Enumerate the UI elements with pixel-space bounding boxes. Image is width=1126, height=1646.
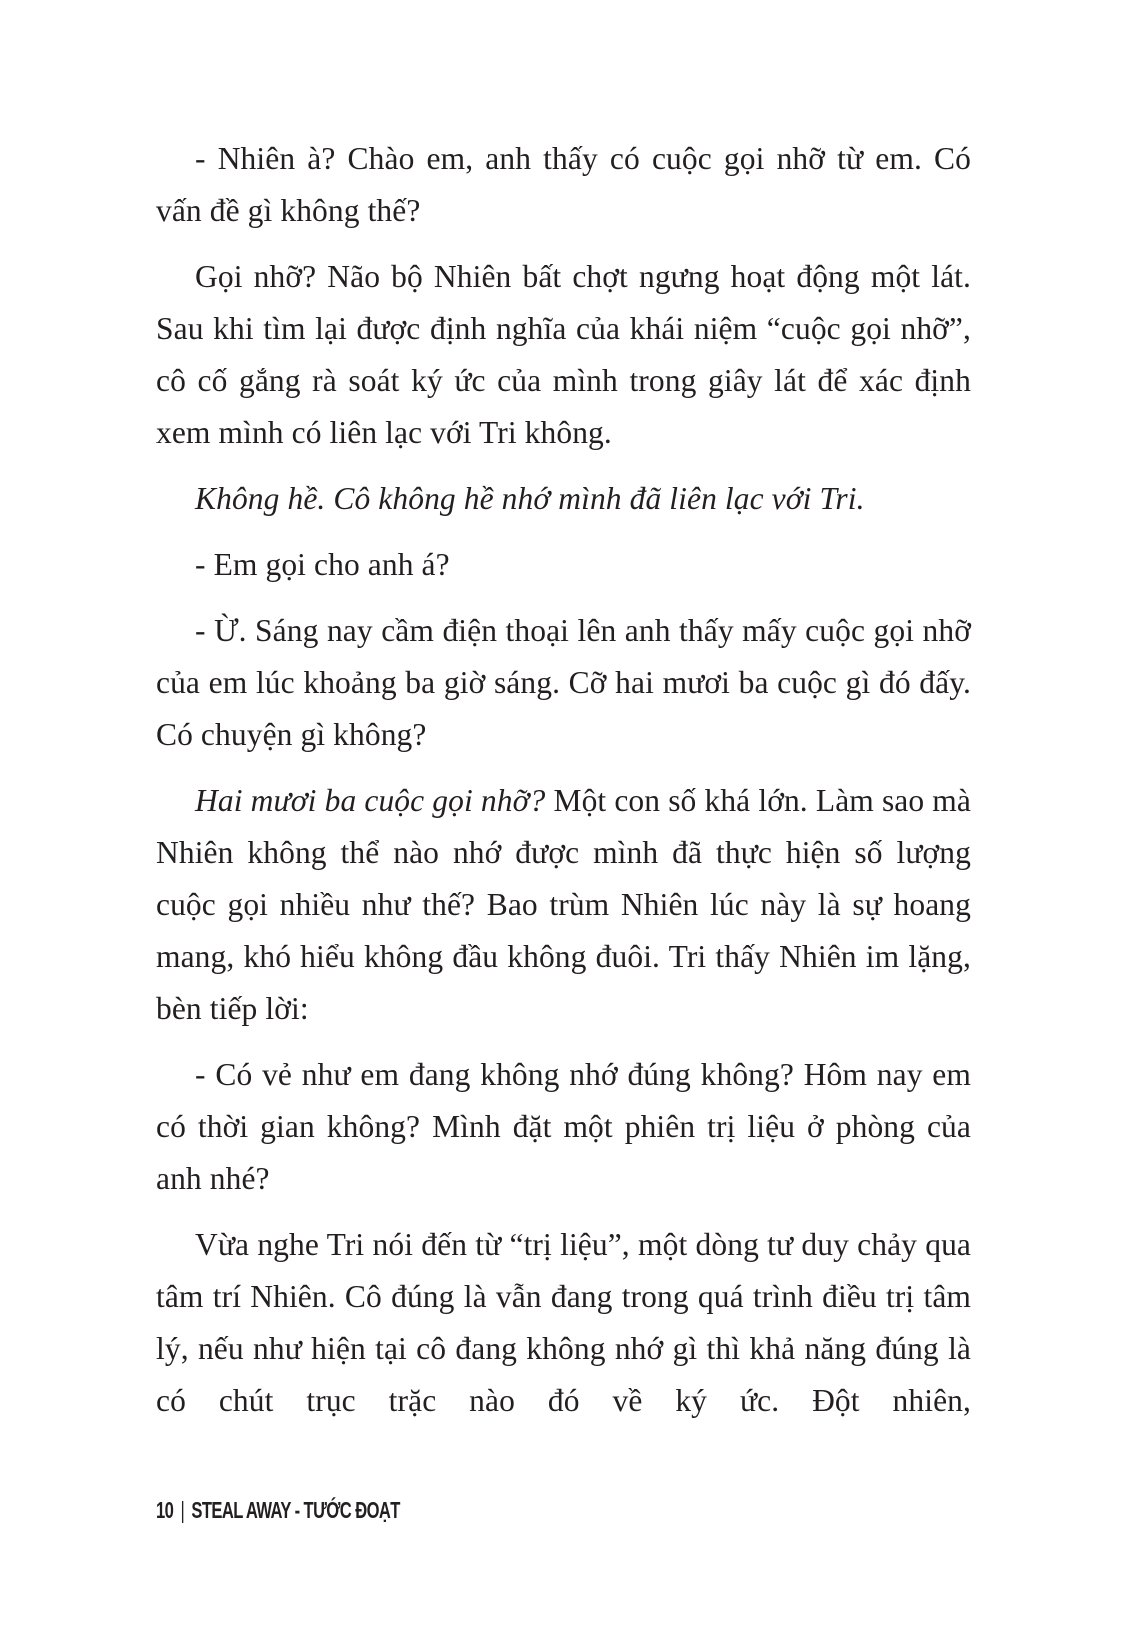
paragraph-3: Không hề. Cô không hề nhớ mình đã liên lạc với Tri. — [195, 481, 865, 516]
paragraph-1: - Nhiên à? Chào em, anh thấy có cuộc gọi nhỡ từ em. Có vấn đề gì không thế? — [156, 141, 971, 228]
paragraph-7: - Có vẻ như em đang không nhớ đúng không? Hôm nay em có thời gian không? Mình đặt một phiên trị liệu ở phòng của anh nhé? — [156, 1057, 971, 1196]
page-number: 10 — [156, 1497, 174, 1523]
paragraph-6-italic: Hai mươi ba cuộc gọi nhỡ? — [195, 783, 546, 818]
body-text — [156, 133, 971, 1441]
paragraph-6-rest: Một con số khá lớn. Làm sao mà Nhiên không thể nào nhớ được mình đã thực hiện số lượng cuộc gọi nhiều như thế? Bao trùm Nhiên lúc này là sự hoang mang, khó hiểu không đầu không đuôi. Tri thấy Nhiên im lặng, bèn tiếp lời: — [156, 783, 971, 1026]
paragraph-4: - Em gọi cho anh á? — [195, 547, 450, 582]
paragraph-2: Gọi nhỡ? Não bộ Nhiên bất chợt ngưng hoạt động một lát. Sau khi tìm lại được định nghĩa của khái niệm “cuộc gọi nhỡ”, cô cố gắng rà soát ký ức của mình trong giây lát để xác định xem mình có liên lạc với Tri không. — [156, 259, 971, 450]
running-title: STEAL AWAY - TƯỚC ĐOẠT — [191, 1497, 400, 1523]
paragraph-6 — [156, 775, 971, 1035]
footer-separator: | — [180, 1497, 185, 1523]
page-footer — [156, 1497, 400, 1524]
paragraph-5: - Ừ. Sáng nay cầm điện thoại lên anh thấy mấy cuộc gọi nhỡ của em lúc khoảng ba giờ sáng. Cỡ hai mươi ba cuộc gì đó đấy. Có chuyện gì không? — [156, 613, 971, 752]
paragraph-8: Vừa nghe Tri nói đến từ “trị liệu”, một dòng tư duy chảy qua tâm trí Nhiên. Cô đúng là vẫn đang trong quá trình điều trị tâm lý, nếu như hiện tại cô đang không nhớ gì thì khả năng đúng là có chút trục trặc nào đó về ký ức. Đột nhiên, — [156, 1227, 971, 1418]
